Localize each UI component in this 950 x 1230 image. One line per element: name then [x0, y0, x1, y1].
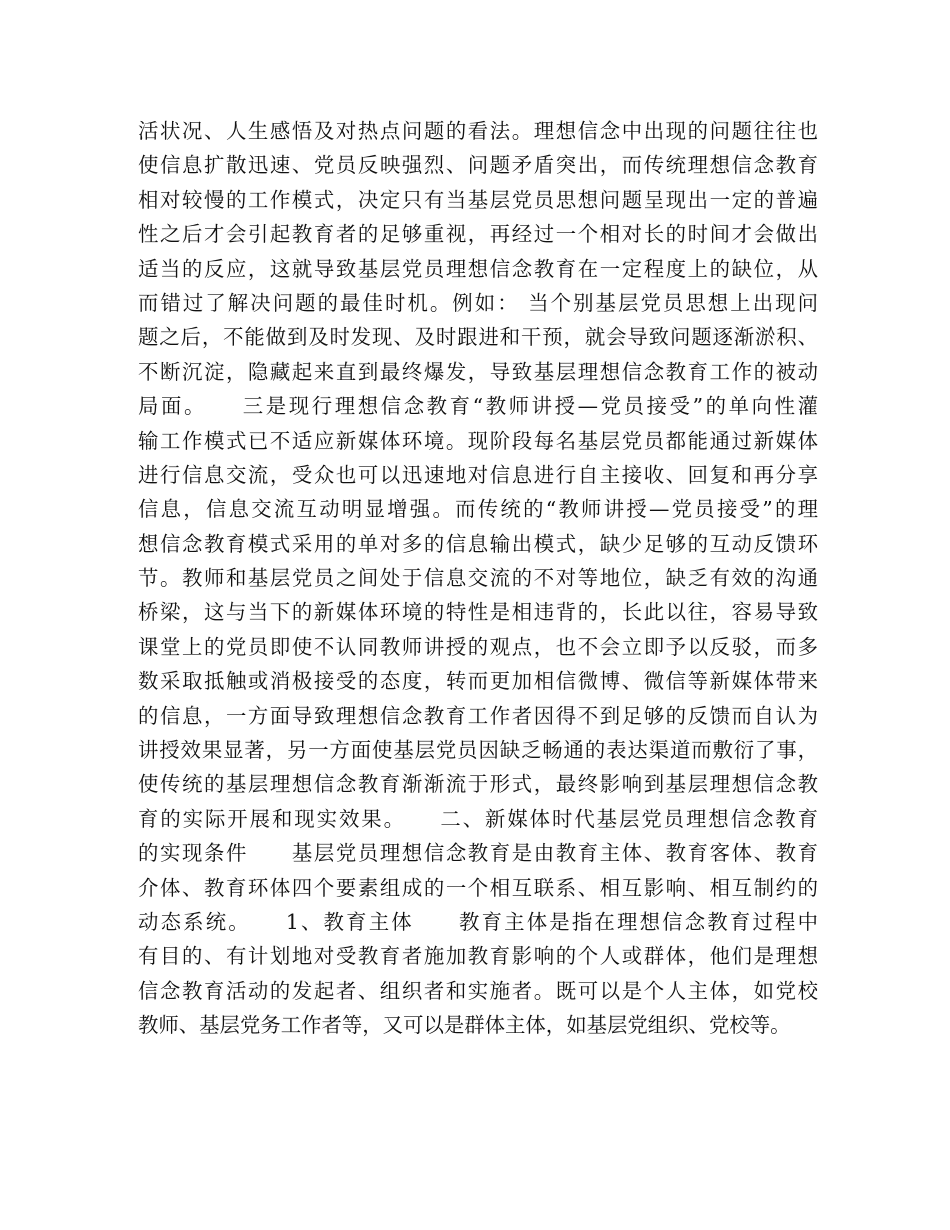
text-line-10: 输工作模式已不适应新媒体环境。现阶段每名基层党员都能通过新媒体 — [138, 428, 818, 453]
text-line-25: 有目的、有计划地对受教育者施加教育影响的个人或群体，他们是理想 — [138, 944, 818, 969]
text-line-6: 而错过了解决问题的最佳时机。例如： 当个别基层党员思想上出现问 — [138, 290, 818, 315]
text-line-17: 数采取抵触或消极接受的态度，转而更加相信微博、微信等新媒体带来 — [138, 669, 818, 694]
text-line-18: 的信息，一方面导致理想信念教育工作者因得不到足够的反馈而自认为 — [138, 703, 818, 728]
text-line-14: 节。教师和基层党员之间处于信息交流的不对等地位，缺乏有效的沟通 — [138, 566, 818, 591]
text-line-15: 桥梁，这与当下的新媒体环境的特性是相违背的，长此以往，容易导致 — [138, 600, 818, 625]
text-line-11: 进行信息交流，受众也可以迅速地对信息进行自主接收、回复和再分享 — [138, 462, 818, 487]
text-line-26: 信念教育活动的发起者、组织者和实施者。既可以是个人主体，如党校 — [138, 978, 818, 1003]
text-line-1: 活状况、人生感悟及对热点问题的看法。理想信念中出现的问题往往也 — [138, 119, 818, 143]
text-line-20: 使传统的基层理想信念教育渐渐流于形式，最终影响到基层理想信念教 — [138, 772, 818, 797]
text-line-21: 育的实际开展和现实效果。 二、新媒体时代基层党员理想信念教育 — [138, 806, 818, 831]
text-line-22: 的实现条件 基层党员理想信念教育是由教育主体、教育客体、教育 — [138, 841, 818, 866]
text-line-27: 教师、基层党务工作者等，又可以是群体主体，如基层党组织、党校等。 — [138, 1013, 791, 1038]
text-line-16: 课堂上的党员即使不认同教师讲授的观点，也不会立即予以反驳，而多 — [138, 634, 818, 659]
text-line-3: 相对较慢的工作模式，决定只有当基层党员思想问题呈现出一定的普遍 — [138, 187, 818, 212]
text-line-23: 介体、教育环体四个要素组成的一个相互联系、相互影响、相互制约的 — [138, 875, 818, 900]
text-line-2: 使信息扩散迅速、党员反映强烈、问题矛盾突出，而传统理想信念教育 — [138, 153, 818, 178]
text-line-5: 适当的反应，这就导致基层党员理想信念教育在一定程度上的缺位，从 — [138, 256, 818, 281]
text-line-4: 性之后才会引起教育者的足够重视，再经过一个相对长的时间才会做出 — [138, 222, 818, 247]
body-text — [138, 114, 818, 1043]
text-line-8: 不断沉淀，隐藏起来直到最终爆发，导致基层理想信念教育工作的被动 — [138, 359, 818, 384]
text-line-13: 想信念教育模式采用的单对多的信息输出模式，缺少足够的互动反馈环 — [138, 531, 818, 556]
text-line-7: 题之后，不能做到及时发现、及时跟进和干预，就会导致问题逐渐淤积、 — [138, 325, 818, 350]
text-line-24: 动态系统。 1、教育主体 教育主体是指在理想信念教育过程中 — [138, 909, 818, 934]
text-line-9: 局面。 三是现行理想信念教育“教师讲授—党员接受”的单向性灌 — [138, 394, 818, 419]
text-line-12: 信息，信息交流互动明显增强。而传统的“教师讲授—党员接受”的理 — [138, 497, 818, 522]
text-line-19: 讲授效果显著，另一方面使基层党员因缺乏畅通的表达渠道而敷衍了事， — [138, 738, 818, 763]
